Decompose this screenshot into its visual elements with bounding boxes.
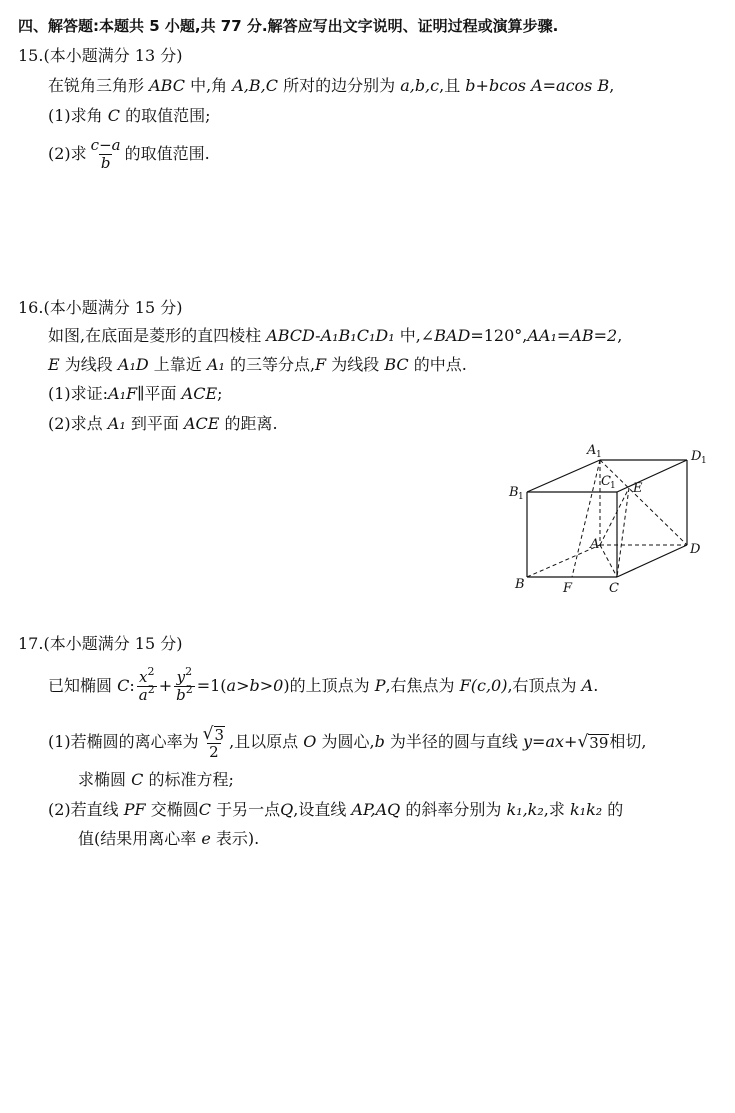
- segment-A1-D: [600, 460, 687, 545]
- problem-16-header: [18, 298, 182, 318]
- problem-17-q2: (2)若直线 PF 交椭圆C 于另一点Q,设直线 AP,AQ 的斜率分别为 k₁,k₂,求 k₁k₂ 的: [48, 800, 624, 819]
- problem-16-number: 16.: [18, 298, 44, 317]
- label-B: B: [515, 577, 525, 592]
- svg-text:1: 1: [701, 456, 707, 466]
- problem-15-score: (本小题满分 13 分): [43, 46, 183, 65]
- section-title: 四、解答题:本题共 5 小题,共 77 分.解答应写出文字说明、证明过程或演算步骤.: [18, 17, 559, 35]
- problem-17-score: (本小题满分 15 分): [43, 634, 183, 653]
- problem-17-q1: (1)若椭圆的离心率为 √ 3 2 ,且以原点 O 为圆心,b 为半径的圆与直线 y=ax+ √ 39 相切,: [48, 723, 647, 761]
- segment-E-C: [617, 488, 629, 577]
- problem-17-number: 17.: [18, 634, 44, 653]
- label-D1: D: [691, 449, 702, 464]
- prism-figure: [505, 440, 720, 595]
- fraction-x2-over-a2: $\frac{x^2}{a^2}$: [138, 665, 155, 704]
- edge-C-D: [617, 545, 687, 577]
- fraction-sqrt3-over-2: √ 3 2: [202, 723, 225, 761]
- label-A: A: [590, 537, 600, 552]
- problem-15-q2: (2)求 $\frac{c-a}{b}$ 的取值范围.: [48, 136, 210, 172]
- edge-B1-A1: [527, 460, 600, 492]
- sqrt-39: √ 39: [577, 732, 609, 752]
- problem-15-stem: 在锐角三角形 ABC 中,角 A,B,C 所对的边分别为 a,b,c,且 b+bcos A=acos B,: [48, 76, 615, 95]
- problem-17-header: [18, 634, 182, 654]
- svg-text:1: 1: [518, 492, 524, 502]
- segment-A-C: [600, 545, 617, 577]
- label-A1: A: [587, 443, 597, 458]
- label-F: F: [563, 581, 573, 595]
- problem-17-q2-line2: 值(结果用离心率 e 表示).: [78, 829, 260, 848]
- fraction-c-minus-a-over-b: $\frac{c-a}{b}$: [90, 136, 121, 172]
- label-D: D: [690, 542, 701, 557]
- svg-text:1: 1: [596, 450, 602, 460]
- problem-17-stem: 已知椭圆 C: $\frac{x^2}{a^2}$ + $\frac{y^2}{b^2}$ =1(a>b>0)的上顶点为 P,右焦点为 F(c,0),右顶点为 A.: [48, 665, 599, 704]
- problem-16-q1: (1)求证:A₁F∥平面 ACE;: [48, 384, 223, 403]
- fraction-y2-over-b2: $\frac{y^2}{b^2}$: [176, 665, 193, 704]
- segment-A-E: [600, 488, 629, 545]
- label-E: E: [633, 481, 643, 496]
- problem-17-q1-line2: 求椭圆 C 的标准方程;: [78, 770, 234, 789]
- label-C: C: [609, 581, 619, 595]
- sqrt-3: √ 3: [202, 723, 225, 744]
- svg-text:1: 1: [610, 481, 616, 491]
- problem-15-header: [18, 46, 182, 66]
- problem-16-line2: E 为线段 A₁D 上靠近 A₁ 的三等分点,F 为线段 BC 的中点.: [48, 355, 467, 374]
- problem-15-q1: (1)求角 C 的取值范围;: [48, 106, 211, 125]
- label-C1: C: [601, 474, 611, 489]
- problem-16-score: (本小题满分 15 分): [43, 298, 183, 317]
- segment-A1-F: [572, 460, 600, 577]
- problem-16-line1: 如图,在底面是菱形的直四棱柱 ABCD-A₁B₁C₁D₁ 中,∠BAD=120°,AA₁=AB=2,: [48, 326, 623, 345]
- label-B1: B: [509, 485, 519, 500]
- problem-15-number: 15.: [18, 46, 44, 65]
- problem-16-q2: (2)求点 A₁ 到平面 ACE 的距离.: [48, 414, 278, 433]
- problem-15-equation: b+bcos A=acos B: [465, 76, 610, 95]
